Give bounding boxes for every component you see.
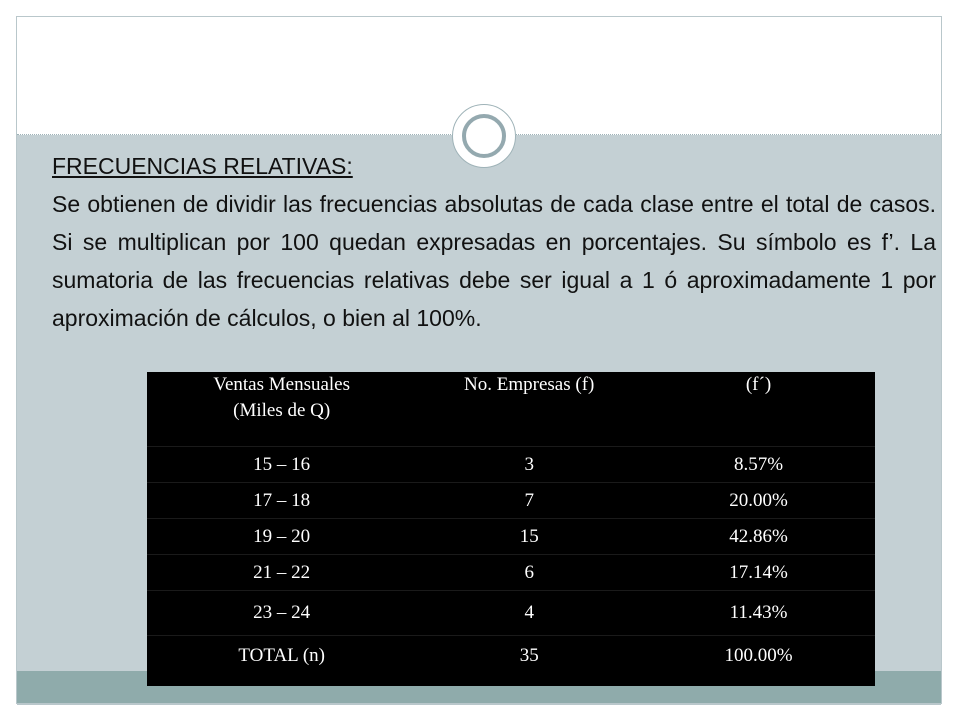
cell-count: 6 (416, 555, 642, 591)
cell-count: 7 (416, 483, 642, 519)
total-label: TOTAL (n) (147, 636, 416, 677)
table-total-row (147, 636, 875, 677)
cell-range: 21 – 22 (147, 555, 416, 591)
table-row (147, 555, 875, 591)
frequency-table-container (147, 372, 875, 686)
cell-range: 17 – 18 (147, 483, 416, 519)
cell-percent: 20.00% (642, 483, 875, 519)
cell-count: 3 (416, 447, 642, 483)
table-row (147, 591, 875, 636)
cell-count: 15 (416, 519, 642, 555)
cell-range: 15 – 16 (147, 447, 416, 483)
frequency-table (147, 372, 875, 676)
table-row (147, 483, 875, 519)
body-text (52, 147, 936, 337)
cell-range: 19 – 20 (147, 519, 416, 555)
header-ventas (147, 372, 416, 447)
cell-percent: 8.57% (642, 447, 875, 483)
total-count: 35 (416, 636, 642, 677)
header-ventas-line2: (Miles de Q) (233, 400, 331, 421)
table-row (147, 447, 875, 483)
cell-percent: 11.43% (642, 591, 875, 636)
total-percent: 100.00% (642, 636, 875, 677)
cell-percent: 42.86% (642, 519, 875, 555)
table-row (147, 519, 875, 555)
section-heading: FRECUENCIAS RELATIVAS: (52, 153, 353, 179)
cell-percent: 17.14% (642, 555, 875, 591)
header-empresas: No. Empresas (f) (464, 374, 595, 395)
bottom-line (17, 704, 941, 705)
definition-paragraph: Se obtienen de dividir las frecuencias absolutas de cada clase entre el total de casos. Si se multiplican por 100 quedan expresadas en porcentajes. Su símbolo es f’. La sumatoria de las frecuencias relativas debe ser igual a 1 ó aproximadamente 1 por aproximación de cálculos, o bien al 100%. (52, 191, 936, 331)
cell-range: 23 – 24 (147, 591, 416, 636)
cell-count: 4 (416, 591, 642, 636)
table-header-row (147, 372, 875, 447)
header-relative-frequency: (f´) (745, 374, 772, 395)
header-ventas-line1: Ventas Mensuales (213, 374, 351, 395)
